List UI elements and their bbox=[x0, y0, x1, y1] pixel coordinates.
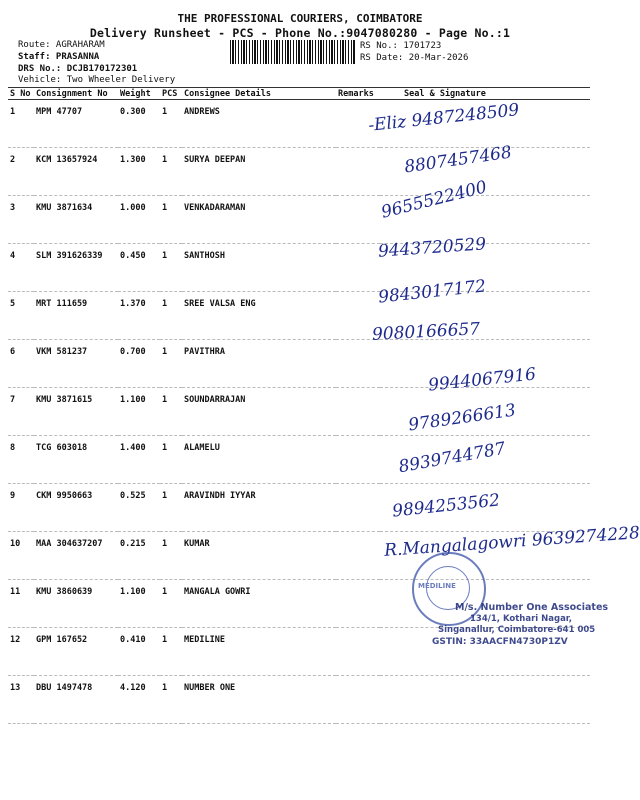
cell-sno: 6 bbox=[8, 340, 34, 388]
cell-pcs: 1 bbox=[160, 292, 182, 340]
cell-consignee: ANDREWS bbox=[182, 100, 336, 148]
cell-consignee: SOUNDARRAJAN bbox=[182, 388, 336, 436]
cell-consignment: MRT 111659 bbox=[34, 292, 118, 340]
handwritten-signature: 8807457468 bbox=[403, 142, 514, 178]
cell-remarks bbox=[336, 580, 380, 628]
col-signature: Seal & Signature bbox=[380, 88, 590, 100]
cell-remarks bbox=[336, 628, 380, 676]
cell-remarks bbox=[336, 532, 380, 580]
cell-consignee: KUMAR bbox=[182, 532, 336, 580]
handwritten-signature: -Eliz 9487248509 bbox=[367, 100, 521, 136]
cell-remarks bbox=[336, 244, 380, 292]
drs-number: DRS No.: DCJB170172301 bbox=[18, 64, 138, 74]
stamp-label: MEDILINE bbox=[418, 582, 456, 590]
cell-sno: 7 bbox=[8, 388, 34, 436]
cell-sno: 2 bbox=[8, 148, 34, 196]
cell-consignee: SREE VALSA ENG bbox=[182, 292, 336, 340]
table-row bbox=[8, 244, 590, 292]
cell-remarks bbox=[336, 436, 380, 484]
cell-consignment: KMU 3860639 bbox=[34, 580, 118, 628]
cell-weight: 0.450 bbox=[118, 244, 160, 292]
cell-pcs: 1 bbox=[160, 484, 182, 532]
rs-date: RS Date: 20-Mar-2026 bbox=[360, 53, 469, 63]
cell-pcs: 1 bbox=[160, 676, 182, 724]
runsheet-subtitle: Delivery Runsheet - PCS - Phone No.:9047080280 - Page No.:1 bbox=[89, 26, 511, 40]
col-sno: S No bbox=[8, 88, 34, 100]
cell-remarks bbox=[336, 388, 380, 436]
cell-remarks bbox=[336, 196, 380, 244]
cell-pcs: 1 bbox=[160, 628, 182, 676]
table-row bbox=[8, 292, 590, 340]
table-row bbox=[8, 676, 590, 724]
cell-weight: 1.370 bbox=[118, 292, 160, 340]
col-consignee: Consignee Details bbox=[182, 88, 336, 100]
cell-consignment: MPM 47707 bbox=[34, 100, 118, 148]
cell-pcs: 1 bbox=[160, 196, 182, 244]
cell-sno: 1 bbox=[8, 100, 34, 148]
cell-weight: 0.410 bbox=[118, 628, 160, 676]
cell-weight: 1.100 bbox=[118, 580, 160, 628]
table-row bbox=[8, 196, 590, 244]
seal-line-3: Singanallur, Coimbatore-641 005 bbox=[438, 625, 596, 635]
seal-line-2: 134/1, Kothari Nagar, bbox=[470, 614, 572, 624]
cell-pcs: 1 bbox=[160, 388, 182, 436]
cell-pcs: 1 bbox=[160, 148, 182, 196]
cell-weight: 1.100 bbox=[118, 388, 160, 436]
cell-pcs: 1 bbox=[160, 436, 182, 484]
cell-consignment: VKM 581237 bbox=[34, 340, 118, 388]
cell-consignee: PAVITHRA bbox=[182, 340, 336, 388]
col-pcs: PCS bbox=[160, 88, 182, 100]
cell-weight: 0.215 bbox=[118, 532, 160, 580]
vehicle-label: Vehicle: Two Wheeler Delivery bbox=[18, 75, 176, 85]
cell-weight: 1.300 bbox=[118, 148, 160, 196]
handwritten-signature: 9080166657 bbox=[371, 319, 481, 345]
cell-pcs: 1 bbox=[160, 340, 182, 388]
cell-consignee: NUMBER ONE bbox=[182, 676, 336, 724]
cell-consignee: SURYA DEEPAN bbox=[182, 148, 336, 196]
cell-signature bbox=[380, 676, 590, 724]
cell-sno: 9 bbox=[8, 484, 34, 532]
handwritten-signature: 9789266613 bbox=[407, 400, 518, 436]
cell-consignment: KMU 3871615 bbox=[34, 388, 118, 436]
staff-label: Staff: PRASANNA bbox=[18, 52, 100, 62]
cell-weight: 0.300 bbox=[118, 100, 160, 148]
company-title: THE PROFESSIONAL COURIERS, COIMBATORE bbox=[177, 12, 423, 25]
cell-pcs: 1 bbox=[160, 580, 182, 628]
cell-sno: 8 bbox=[8, 436, 34, 484]
handwritten-signature: 8939744787 bbox=[397, 438, 508, 478]
rs-number: RS No.: 1701723 bbox=[360, 41, 442, 51]
table-header-row bbox=[8, 88, 590, 100]
cell-consignment: MAA 304637207 bbox=[34, 532, 118, 580]
cell-weight: 4.120 bbox=[118, 676, 160, 724]
handwritten-signature: 9843017172 bbox=[377, 276, 487, 308]
cell-consignment: KMU 3871634 bbox=[34, 196, 118, 244]
cell-weight: 0.700 bbox=[118, 340, 160, 388]
cell-weight: 1.400 bbox=[118, 436, 160, 484]
cell-sno: 4 bbox=[8, 244, 34, 292]
cell-remarks bbox=[336, 148, 380, 196]
col-consignment: Consignment No bbox=[34, 88, 118, 100]
col-remarks: Remarks bbox=[336, 88, 380, 100]
handwritten-signature: 9894253562 bbox=[391, 490, 501, 522]
cell-consignment: DBU 1497478 bbox=[34, 676, 118, 724]
handwritten-signature: 9655522400 bbox=[379, 177, 489, 223]
cell-sno: 12 bbox=[8, 628, 34, 676]
cell-weight: 1.000 bbox=[118, 196, 160, 244]
cell-consignee: ALAMELU bbox=[182, 436, 336, 484]
cell-consignee: MANGALA GOWRI bbox=[182, 580, 336, 628]
seal-line-4: GSTIN: 33AACFN4730P1ZV bbox=[432, 637, 568, 647]
cell-consignment: KCM 13657924 bbox=[34, 148, 118, 196]
handwritten-signature: 9443720529 bbox=[377, 234, 487, 262]
col-weight: Weight bbox=[118, 88, 160, 100]
cell-consignee: SANTHOSH bbox=[182, 244, 336, 292]
barcode bbox=[230, 40, 356, 64]
cell-weight: 0.525 bbox=[118, 484, 160, 532]
cell-remarks bbox=[336, 676, 380, 724]
cell-pcs: 1 bbox=[160, 100, 182, 148]
cell-consignee: ARAVINDH IYYAR bbox=[182, 484, 336, 532]
cell-consignee: VENKADARAMAN bbox=[182, 196, 336, 244]
cell-sno: 13 bbox=[8, 676, 34, 724]
cell-pcs: 1 bbox=[160, 532, 182, 580]
route-label: Route: AGRAHARAM bbox=[18, 40, 105, 50]
handwritten-signature: R.Mangalagowri 9639274228 bbox=[383, 523, 640, 561]
cell-remarks bbox=[336, 340, 380, 388]
cell-sno: 10 bbox=[8, 532, 34, 580]
cell-consignment: TCG 603018 bbox=[34, 436, 118, 484]
cell-consignment: CKM 9950663 bbox=[34, 484, 118, 532]
cell-sno: 11 bbox=[8, 580, 34, 628]
cell-consignee: MEDILINE bbox=[182, 628, 336, 676]
cell-sno: 5 bbox=[8, 292, 34, 340]
seal-line-1: M/s. Number One Associates bbox=[455, 602, 609, 613]
cell-remarks bbox=[336, 484, 380, 532]
cell-consignment: GPM 167652 bbox=[34, 628, 118, 676]
cell-sno: 3 bbox=[8, 196, 34, 244]
cell-pcs: 1 bbox=[160, 244, 182, 292]
table-row bbox=[8, 484, 590, 532]
handwritten-signature: 9944067916 bbox=[427, 364, 537, 396]
cell-consignment: SLM 391626339 bbox=[34, 244, 118, 292]
